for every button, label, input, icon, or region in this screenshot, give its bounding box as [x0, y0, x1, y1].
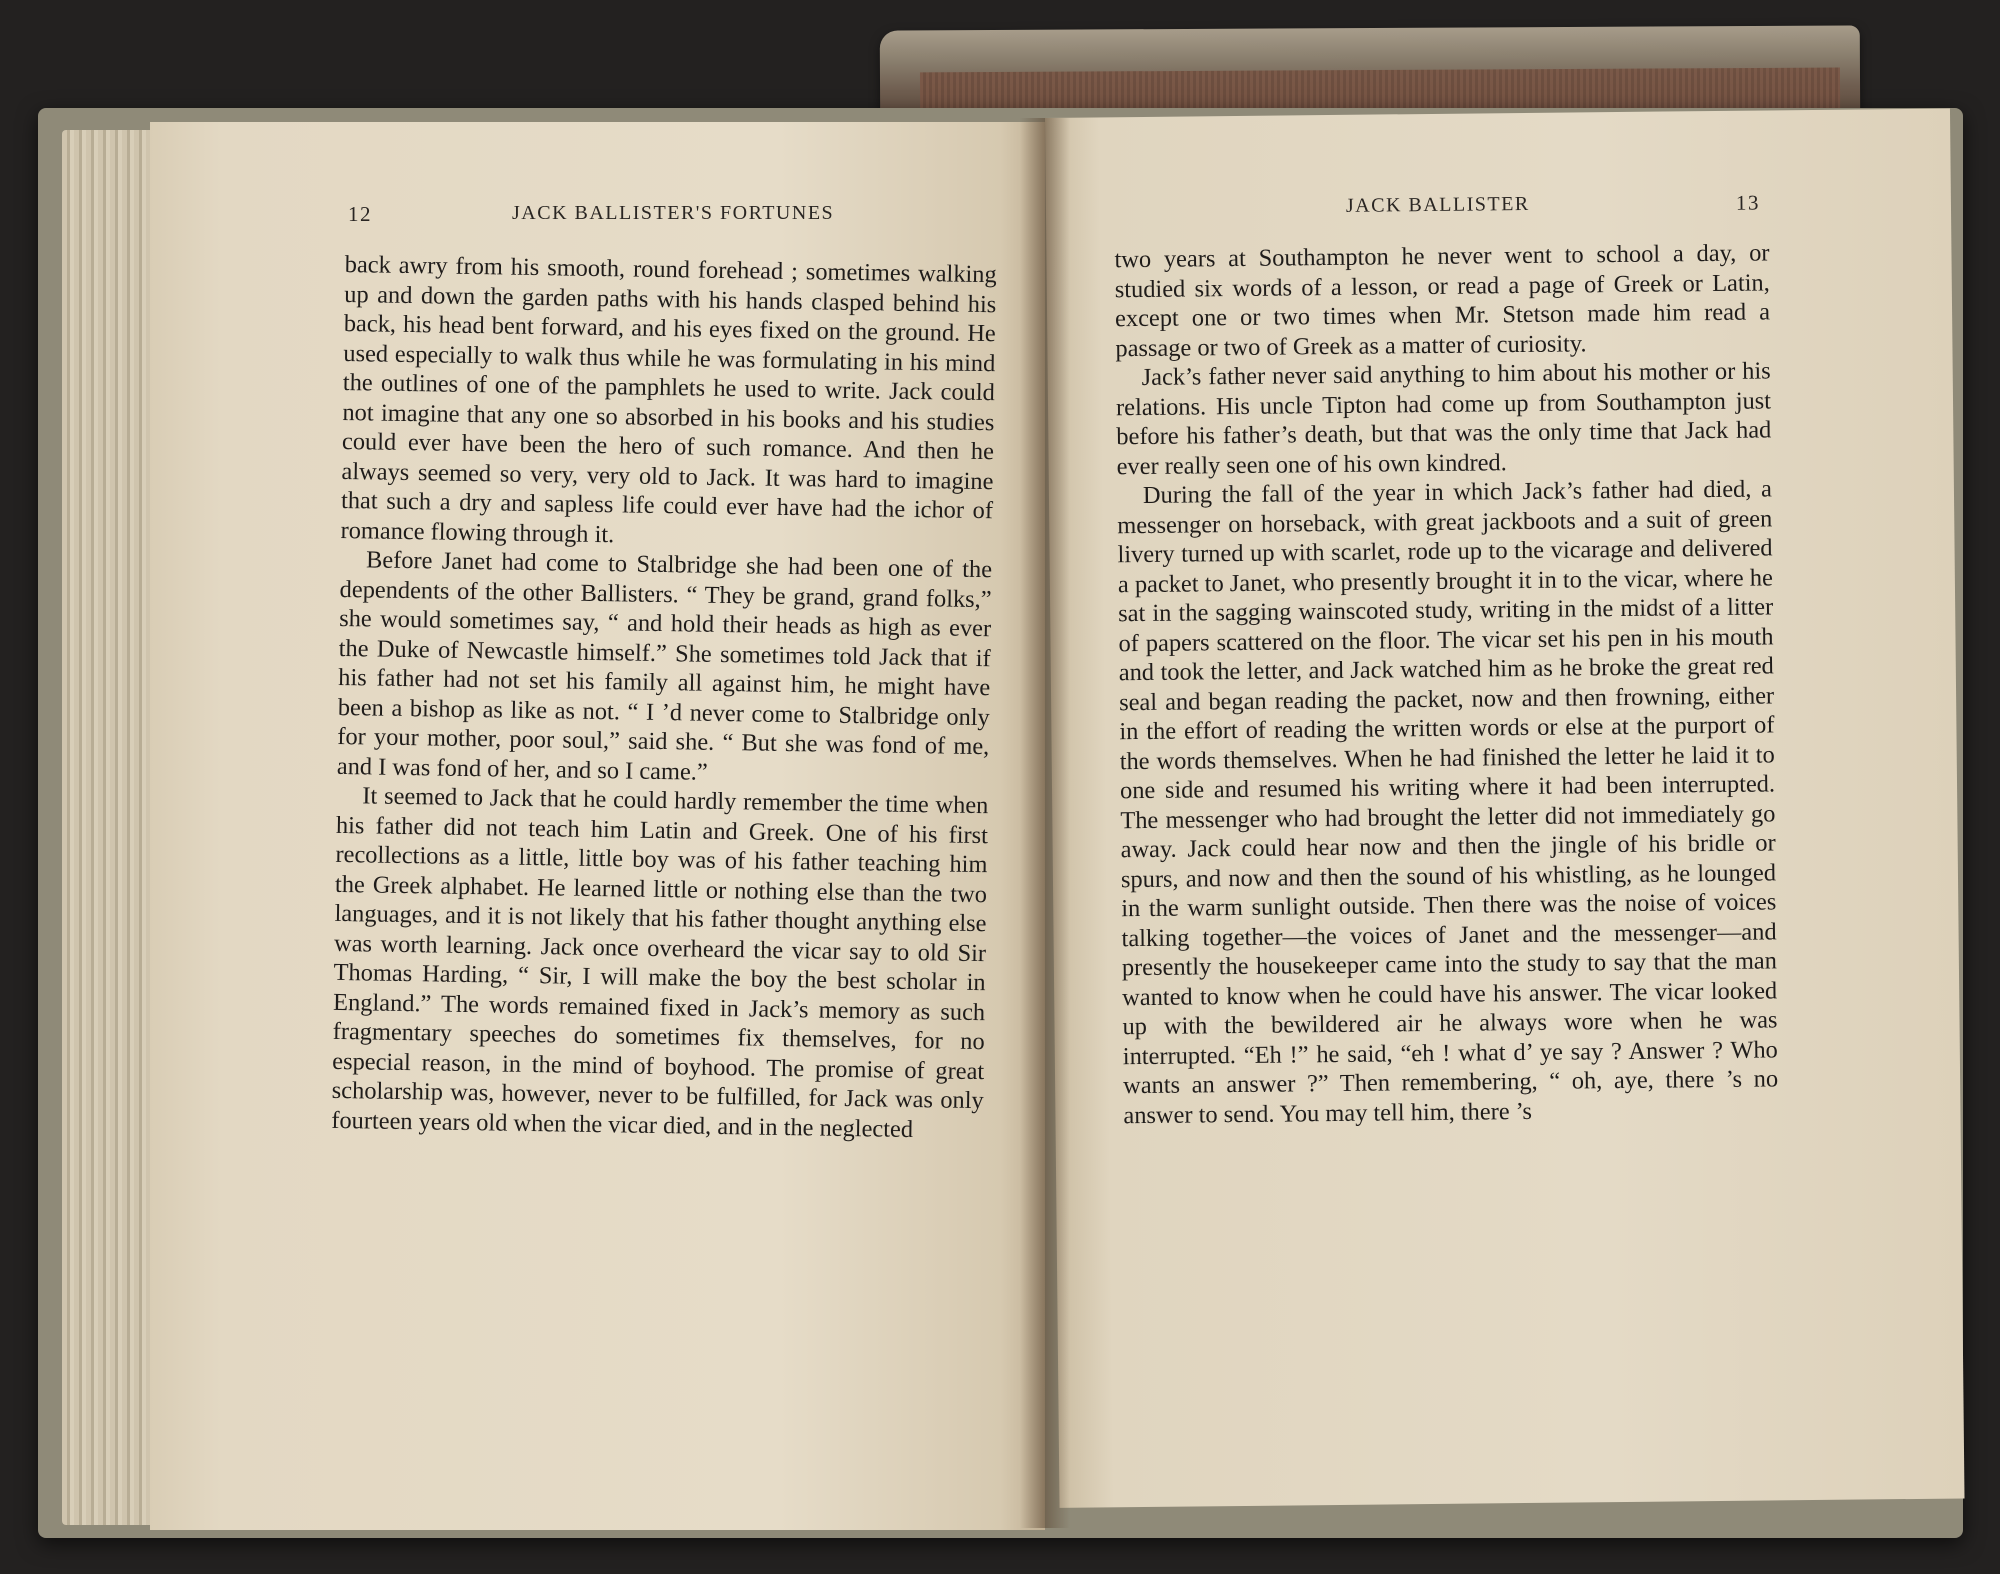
paragraph: Jack’s father never said anything to him about his mother or his relations. His uncle Tipton had come up from Southampton just before his father’s death, but that was the only time that Jack had ever really seen one of his own kindred.	[1115, 357, 1772, 480]
paragraph: two years at Southampton he never went to school a day, or studied six words of a lesson, or read a page of Greek or Latin, except one or two times when Mr. Stetson made him read a passage or two of Greek as a matter of curiosity.	[1114, 239, 1771, 362]
left-page-number: 12	[348, 202, 372, 226]
right-page	[1045, 109, 1965, 1508]
left-page	[150, 122, 1045, 1530]
paragraph: Before Janet had come to Stalbridge she had been one of the dependents of the other Ballisters. “ They be grand, grand folks,” she would sometimes say, “ and hold their heads as high as ever the Duke of Newcastle himself.” She sometimes told Jack that if his father had not set his family all against him, he might have been a bishop as like as not. “ I ’d never come to Stalbridge only for your mother, poor soul,” said she. “ But she was fond of me, and I was fond of her, and so I came.”	[336, 546, 993, 786]
left-page-text	[331, 250, 997, 1145]
paragraph: During the fall of the year in which Jack’s father had died, a messenger on horseback, with great jackboots and a suit of green livery turned up with scarlet, rode up to the vicarage and delivered a packet to Janet, who presently brought it in to the vicar, where he sat in the sagging wainscoted study, writing in the midst of a litter of papers scattered on the floor. The vicar set his pen in his mouth and took the letter, and Jack watched him as he broke the great red seal and began reading the packet, now and then frowning, either in the effort of reading the written words or else at the purport of the words themselves. When he had finished the letter he laid it to one side and resumed his writing where it had been interrupted. The messenger who had brought the letter did not immediately go away. Jack could hear now and then the jingle of his bridle or spurs, and now and then the sound of his whistling, as he lounged in the warm sunlight outside. Then there was the noise of voices talking together—the voices of Janet and the messenger—and presently the housekeeper came into the study to say that the man wanted to know when he could have his answer. The vicar looked up with the bewildered air he always wore when he was interrupted. “Eh !” he said, “eh ! what d’ ye say ? Answer ? Who wants an answer ?” Then remembering, “ oh, aye, there ’s no answer to send. You may tell him, there ’s	[1117, 475, 1779, 1129]
right-page-text	[1114, 238, 1778, 1130]
right-head-title: JACK BALLISTER	[1345, 192, 1530, 217]
paragraph: back awry from his smooth, round forehead ; sometimes walking up and down the garden paths with his hands clasped behind his back, his head bent forward, and his eyes fixed on the ground. He used especially to walk thus while he was formulating in his mind the outlines of one of the pamphlets he used to write. Jack could not imagine that any one so absorbed in his books and his studies could ever have been the hero of such romance. And then he always seemed so very, very old to Jack. It was hard to imagine that such a dry and sapless life could ever have had the ichor of romance flowing through it.	[340, 250, 997, 548]
right-running-head	[1046, 189, 1951, 217]
right-page-number: 13	[1735, 190, 1761, 215]
left-head-title: JACK BALLISTER'S FORTUNES	[512, 202, 835, 224]
paragraph: It seemed to Jack that he could hardly remember the time when his father did not teach him Latin and Greek. One of his first recollections as a little, little boy was of his father teaching him the Greek alphabet. He learned little or nothing else than the two languages, and it is not likely that his father thought anything else was worth learning. Jack once overheard the vicar say to old Sir Thomas Harding, “ Sir, I will make the boy the best scholar in England.” The words remained fixed in Jack’s memory as such fragmentary speeches do sometimes fix themselves, for no especial reason, in the mind of boyhood. The promise of great scholarship was, however, never to be fulfilled, for Jack was only fourteen years old when the vicar died, and in the neglected	[331, 782, 989, 1143]
